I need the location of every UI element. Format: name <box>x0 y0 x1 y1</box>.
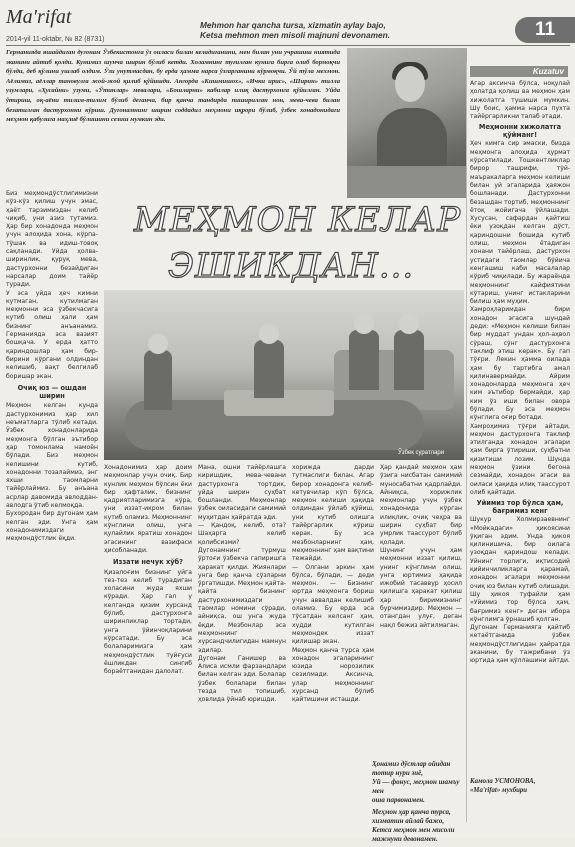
closing-quote-2 <box>372 808 468 844</box>
photo-credit: Ўзбек суратлари <box>398 450 445 456</box>
closing-verse <box>372 760 468 847</box>
photo-head <box>354 314 374 334</box>
column-divider <box>466 62 467 822</box>
page-number: 11 <box>515 17 575 43</box>
photo-head <box>399 314 419 334</box>
left-paragraph-2: У эса уйда ҳеч кимни кутмаган, кутилмаган меҳмонни эса ўзбекчасига кутиб олиш ҳали ҳам бизнинг анъанамиз. Германияда эса вазият бошқача. У ерда ҳатто қариндошлар ҳам бир-бирини кўргани олдиндан келишиб, вақт белгилаб боришар экан. <box>6 289 98 380</box>
side-paragraph-6: Дугонам Германияга қайтиб кетаётганида ўзбек меҳмондўстлигидан ҳайратда эканини, бу тажрибани ўз юртида ҳам қўллашини айтди. <box>470 624 570 665</box>
colb-paragraph-2: Қизалоғим бизнинг уйга тез-тез келиб турадиган холасини жуда яхши кўради. Ҳар гал у келганда қизим хурсанд бўлиб, дастурхонга ширинликлар тортади, унга ўйинчоқларини кўрсатади. Бу эса болаларимизга ҳам меҳмондўстлик туйғуси ёшликдан сингиб бораётганидан далолат. <box>104 568 192 676</box>
headline-line-2: ЭШИКДАН... <box>168 246 415 286</box>
cole-paragraph-1: Ҳар қандай меҳмон ҳам ўзига нисбатан самимий муносабатни қадрлайди. Айниқса, хорижлик меҳмонлар учун ўзбек хонадонида кўрган илиқлик, очиқ чеҳра ва ширин суҳбат бир умрлик таассурот бўлиб қолади. <box>380 464 462 546</box>
author-outlet: «Ma'rifat» мухбири <box>470 786 528 794</box>
side-paragraph-2: Ҳеч кимга сир эмаски, бизда меҳмонга алоҳида ҳурмат кўрсатилади. Тошкентликлар бирор ташрифи, тўй-маъракаларга меҳмон келиши билан уй эгаларида ҳаяжон бошланади. Дастурхонни безашдан тортиб, меҳмоннинг ётоқ жойигача ўйлашади. Хусусан, сафардан қайтиш ёки узоқдан келган дўст, қариндошни бошида кутиб олиш, меҳмон ётадиган хонани тайёрлаш, дастурхон устидаги таомлар бўйича кенгашиш каби масалалар кўриб чиқилади. Бу жараёнда меҳмоннинг кайфиятини кўтариш, унинг истакларини билиш ҳам муҳим. <box>470 140 570 306</box>
closing-quote-2-line-a: Меҳмон ҳар қанча турса, хизматин айлай бажо, <box>372 808 451 825</box>
family-photo <box>104 290 464 460</box>
article-headline <box>108 200 464 292</box>
closing-quote-1-line-a: Ҳонамиз дўстлар ойидан тотир нури зиё, <box>372 760 451 777</box>
rubric-label: Kuzatuv <box>470 66 568 77</box>
cold-paragraph-1: хорижда дарди тутмаслиги билан. Агар бирор хонадонга келиб-кетувчилар кўп бўлса, меҳмон келиши ҳақида олдиндан ўйлаб қўйиш, уни кутиб олишга тайёргарлик кўриш керак. Бу эса мезбонларнинг ҳам, меҳмоннинг ҳам вақтини тежайди. <box>292 464 374 563</box>
tagline-line-1: Mehmon har qancha tursa, xizmatin aylay bajo, <box>200 20 386 30</box>
column-e <box>380 464 462 764</box>
portrait-face <box>395 66 425 102</box>
author-byline <box>470 778 568 795</box>
photo-person <box>144 350 172 410</box>
left-paragraph-4: Бухородан бир дугонам ҳам келган эди. Унга ҳам хонадонимиздаги меҳмондўстлик ёқди. <box>6 510 98 543</box>
colb-paragraph-1: Хонадонимиз ҳар доим меҳмонлар учун очиқ. Бир кунлик меҳмон бўлсин ёки бир ҳафталик, бизнинг қадриятларимизга кўра, уни иззат-икром билан кутиб оламиз. Меҳмоннинг кўнглини олиш, унга қулайлик яратиш хонадон эгасининг вазифаси ҳисобланади. <box>104 464 192 554</box>
cole-paragraph-2: Шунинг учун ҳам меҳмонни иззат қилиш, унинг кўнглини олиш, унга юртимиз ҳақида ижобий тасаввур ҳосил қилишга ҳаракат қилиш ҳар биримизнинг бурчимиздир. Меҳмон — отангдан улуғ, деган нақл бежиз айтилмаган. <box>380 546 462 629</box>
closing-quote-1-line-b: Уй — фонус, меҳмон шамъу мен <box>372 778 460 795</box>
header-rule <box>6 45 570 46</box>
colc-paragraph-2: — Қандоқ, келиб, ота? Шаҳарга келиб қолибсизми? <box>198 522 286 546</box>
photo-person <box>394 330 424 390</box>
tagline-line-2: Ketsa mehmon men misoli majnuni devonamen. <box>200 30 390 40</box>
left-subheading: Очиқ юз — ошдан ширин <box>17 383 87 401</box>
portrait-photo <box>347 48 467 198</box>
tagline <box>200 20 500 40</box>
side-subheading-1: Меҳмонни хижолатга қўйманг! <box>478 123 562 140</box>
side-paragraph-3: Хамроҳларимдан бири хонадон эгасига шундай деди: «Меҳмон келиши билан бир муддат ундан ҳол-аҳвол сўраш, сўнг дастурхонга таклиф этиш керак». Бу гап тўғри. Лекин ҳамма оилада ҳам бу тартибга амал қилинавермайди. Айрим хонадонларда меҳмонга ҳеч ким эътибор бермайди, ҳар ким ўз иши билан овора бўлади. Бу эса меҳмон кўнглига оғир ботади. <box>470 306 570 422</box>
masthead: Ma'rifat <box>6 6 72 28</box>
headline-line-1: МЕҲМОН КЕЛАР <box>134 200 462 240</box>
colc-paragraph-3: Дугонамнинг турмуш ўртоғи ўзбекча гапиришга ҳаракат қилди. Жиянлари унга бир қанча сўзларни ўргатишди. Меҳмон қайта-қайта бизнинг дастурхонимиздаги таомлар номини сўради, айниқса, ош унга жуда ёқди. Мезбонлар эса меҳмоннинг хурсандчилигидан мамнун эдилар. <box>198 546 286 654</box>
author-name: Камола УСМОНОВА, <box>470 778 536 785</box>
intro-paragraph: Германияда яшайдиган дугонам Ўзбекистонга ўз оиласи билан келадиганини, мен билан уни учрашиш ниятида эканини айтиб қолди. Кунимиз шунча ширин бўлиб кетди. Холамнинг туғилган кунига бирга олиб бормоқчи бўлди, деб қўлини ушлаб олдим. Ўзи унутмасдан, бу ерда ҳамма нарса ўзгарганини кўрмоқчи. Ўй тўла мехмон. Аёлимиз, аёллар тановулга жой-жой қилиб қўйишди. Ангорда «Кишмишох», «Ички ирис», «Ширин» тилла узумлари, «Ҳусайни» узуми, «Ўтинлар» мевалари, «Бошларни» кабилар илиқ дастурхонга қўйилган. Уйда ўтириш, оқ-аёни тилим-тилим бўлиб деганча, бир қанча тандирда пиширилган нон, мева-чева билан безатилган дастурхонни кўриш. Дугонамнинг ширин соддадил меҳмони иқрори бўлиб, ўзбек хонадонидаги меҳмон қабулига маҳлиё бўлишини сезиш мумкин эди. <box>6 49 340 124</box>
photo-person <box>254 340 284 398</box>
sidebar-column <box>470 80 570 666</box>
side-subheading-2: Уйимиз тор бўлса ҳам, бағримиз кенг <box>476 499 564 516</box>
cold-paragraph-3: Меҳмон қанча турса ҳам хонадон эгаларининг юзида норозилик сезилмади. Аксинча, улар меҳмоннинг хурсанд бўлиб қайтишини исташди. <box>292 646 374 704</box>
closing-quote-1 <box>372 760 468 805</box>
left-paragraph-1: Биз меҳмондўстлигимизни кўз-кўз қилиш учун эмас, ҳаёт тарзимиздан келиб чиқиб, уни азиз тутамиз. Ҳар бир хонадонда меҳмон учун алоҳида хона, кўрпа-тўшак ва идиш-товоқ сақланади. Уйда ҳолва-ширинлик, қуруқ мева, дастурхонни безайдиган нарсалар доим тайёр туради. <box>6 190 98 289</box>
issue-info: 2014-yil 11-oktabr, № 82 (8731) <box>6 36 105 43</box>
colb-subheading: Иззати нечук хўб? <box>113 558 183 567</box>
side-paragraph-1: Агар аксинча бўлса, ноқулай ҳолатда қолиш ва меҳмон ҳам хижолатга тушиши мумкин. Шу боис, ҳамма нарса пухта тайёргарликни талаб этади. <box>470 80 570 121</box>
side-paragraph-4: Хамроҳимиз тўғри айтади, меҳмон дастурхонга таклиф этилганда хонадон эгалари ҳам бирга ўтириши, суҳбатни қизитиши лозим. Шунда меҳмон ўзини бегона сезмайди, хонадон эгаси ва оиласи ҳақида илиқ таассурот олиб қайтади. <box>470 422 570 496</box>
left-column <box>6 190 98 543</box>
photo-person <box>349 330 379 390</box>
portrait-table <box>347 166 467 198</box>
colc-paragraph-4: Дугонам Ганишер ва Алиса исмли фарзандлари билан келган эди. Болалар ўзбек болалари билан тезда тил топишиб, ҳовлида ўйнаб юришди. <box>198 654 286 704</box>
photo-head <box>259 324 279 344</box>
column-d <box>292 464 374 834</box>
colc-paragraph-1: Мана, ошни тайёрлашга киришдик, мева-чевани дастурхонга тортдик, уйда ширин суҳбат бошланди. Меҳмонлар ўзбек оиласидаги самимий муҳитдан ҳайратда эди. <box>198 464 286 521</box>
column-b <box>104 464 192 834</box>
side-paragraph-5: Шукур Холмирзаевнинг «Мойкадаги» ҳикоясини ўқиган эдим. Унда ҳикоя қилинишича, бир оилага узоқдан қариндош келади. Уйнинг торлиги, иқтисодий қийинчиликларга қарамай, хонадон эгалари меҳмонни очиқ юз билан кутиб олишади. Шу ҳикоя туфайли ҳам «Уйимиз тор бўлса ҳам, бағримиз кенг» деган ибора кўнглимга ўрнашиб қолган. <box>470 516 570 623</box>
left-paragraph-3: Меҳмон келган кунда дастурхонимиз ҳар хил неъматларга тўлиб кетади. Ўзбек хонадонларида меҳмонга бўлган эътибор ҳар томонлама намоён бўлади. Биз меҳмон келишини кутиб, хонадонни тозалаймиз, энг яхши таомларни тайёрлаймиз. Бу анъана асрлар давомида авлоддан-авлодга ўтиб келмоқда. <box>6 402 98 509</box>
cold-paragraph-2: — Олгани эркин ҳам бўлса, бўлади, — деди меҳмон. — Бизнинг юртда меҳмонга бориш учун аввалдан келишиб оламиз. Бу ерда эса тўсатдан келсанг ҳам, худди кутилган меҳмондек иззат қилишар экан. <box>292 563 374 646</box>
closing-quote-1-line-c: оша парвонамен. <box>372 796 425 804</box>
photo-head <box>148 334 168 354</box>
column-c <box>198 464 286 834</box>
closing-quote-2-line-b: Кетса меҳмон мен мисоли мажнуни девонамен. <box>372 826 455 843</box>
